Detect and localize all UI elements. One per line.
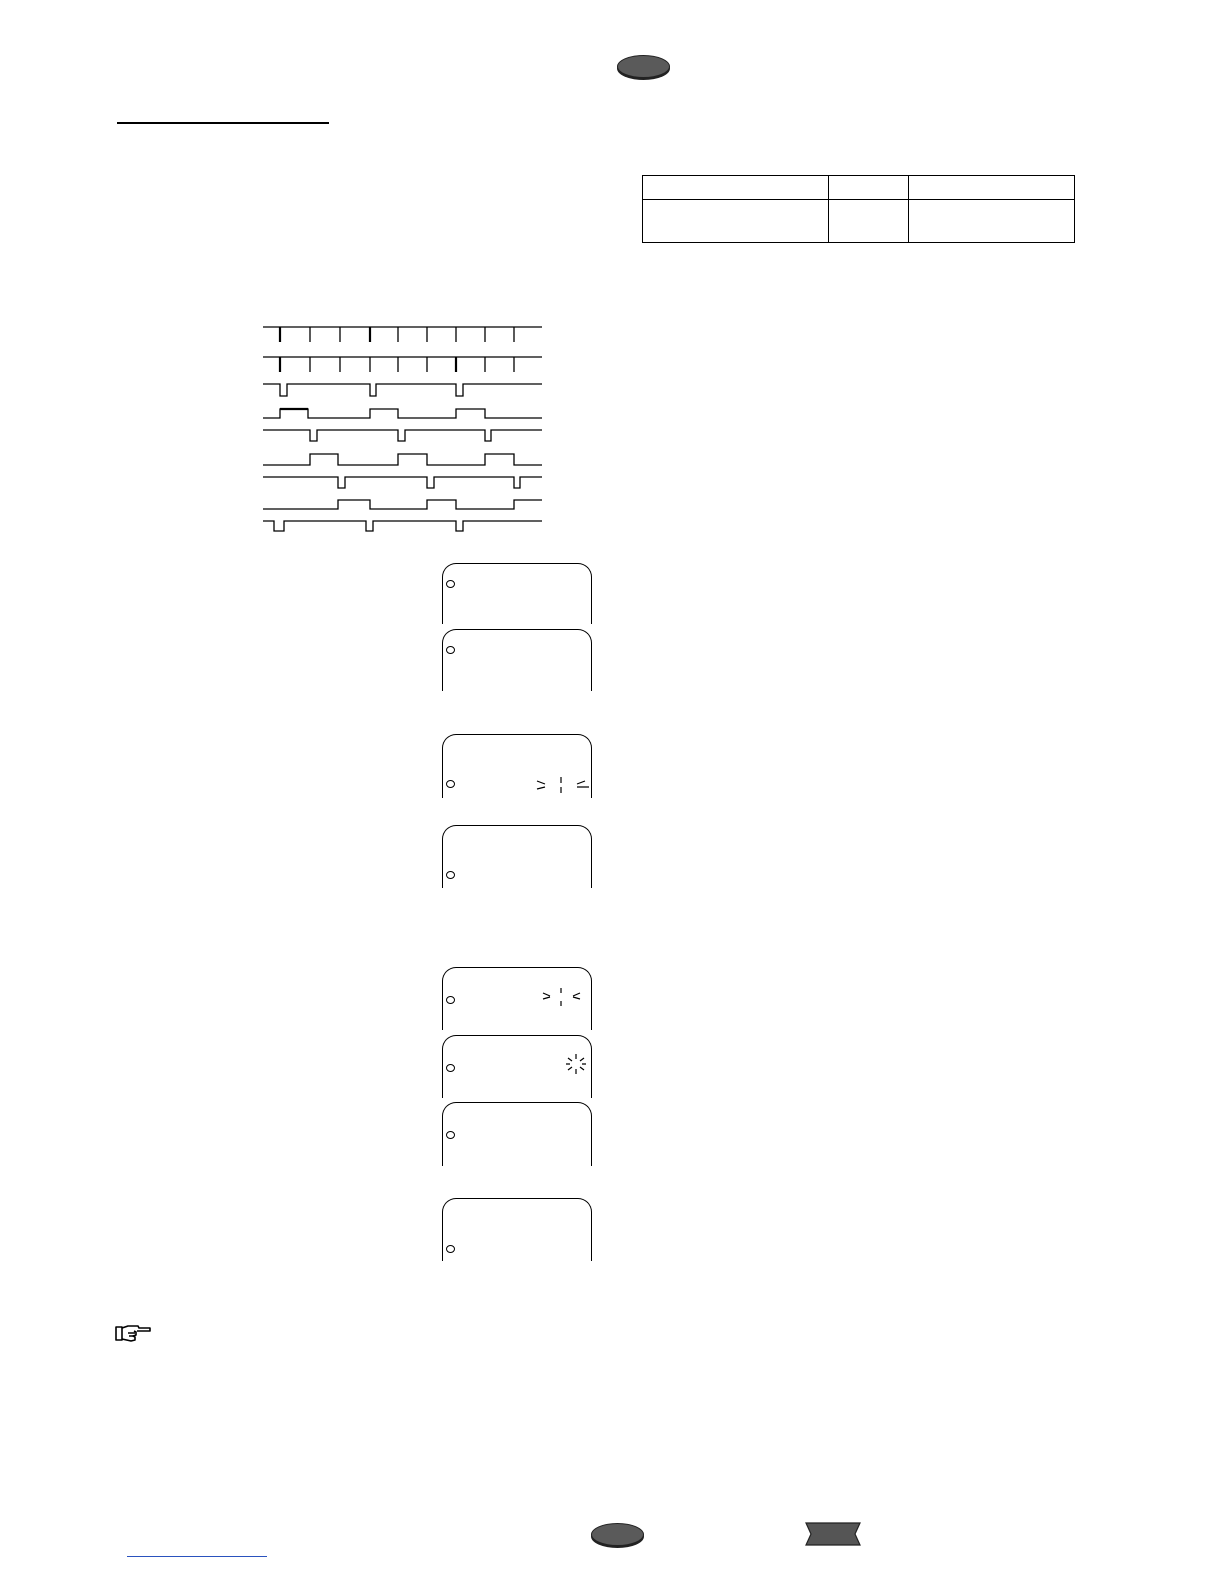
blinking-segment-icon <box>535 773 589 797</box>
timing-signal-4 <box>263 409 542 418</box>
timing-signal-7 <box>263 477 542 488</box>
spec-table-cell <box>909 200 1075 243</box>
spec-table-cell <box>829 176 909 200</box>
timing-signal-6 <box>263 454 542 465</box>
spec-table-cell <box>829 200 909 243</box>
led-indicator-icon <box>446 871 455 879</box>
page-header-marker <box>617 55 670 78</box>
led-indicator-icon <box>446 1064 455 1072</box>
led-indicator-icon <box>446 646 455 654</box>
blinking-segment-icon <box>565 1052 589 1078</box>
lcd-display-panel <box>442 825 592 888</box>
led-indicator-icon <box>446 1131 455 1139</box>
timing-signal-8 <box>263 500 542 509</box>
led-indicator-icon <box>446 1245 455 1253</box>
timing-diagram <box>260 320 550 540</box>
blinking-segment-icon <box>541 984 583 1010</box>
lcd-display-panel <box>442 967 592 1030</box>
section-title-underline <box>117 122 329 124</box>
page-footer-marker <box>591 1523 644 1546</box>
timing-signal-clock-b <box>263 357 542 372</box>
timing-signal-3 <box>263 384 542 396</box>
spec-table-row <box>643 200 1075 243</box>
led-indicator-icon <box>446 780 455 788</box>
led-indicator-icon <box>446 580 455 588</box>
lcd-display-panel <box>442 1035 592 1098</box>
pointing-hand-icon <box>114 1323 152 1343</box>
spec-table-cell <box>643 176 829 200</box>
lcd-display-panel <box>442 1198 592 1261</box>
spec-table-cell <box>909 176 1075 200</box>
lcd-display-panel <box>442 563 592 624</box>
next-page-tab-icon[interactable] <box>805 1522 861 1546</box>
led-indicator-icon <box>446 996 455 1004</box>
timing-signal-clock-a <box>263 327 542 342</box>
lcd-display-panel <box>442 1102 592 1166</box>
spec-table-cell <box>643 200 829 243</box>
lcd-display-panel <box>442 629 592 691</box>
lcd-display-panel <box>442 734 592 798</box>
footer-link[interactable] <box>127 1556 267 1557</box>
spec-table-header-row <box>643 176 1075 200</box>
timing-signal-9 <box>263 521 542 531</box>
spec-table <box>642 175 1075 243</box>
timing-signal-5 <box>263 430 542 441</box>
